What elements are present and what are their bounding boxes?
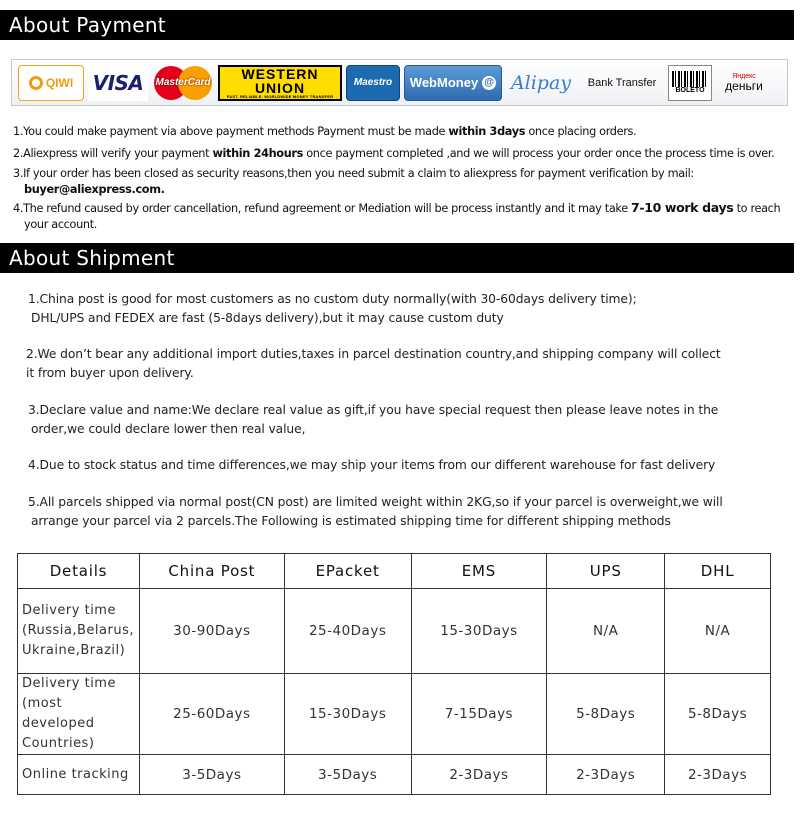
payment-section-header: About Payment (0, 10, 794, 40)
webmoney-logo (404, 65, 502, 101)
payment-methods-logo-strip (11, 59, 788, 106)
table-cell: N/A (665, 589, 771, 674)
table-cell: 30-90Days (139, 589, 284, 674)
mastercard-logo-text: MasterCard (155, 77, 211, 88)
table-row (18, 589, 771, 674)
webmoney-logo-text: WebMoney (409, 75, 479, 90)
verification-time: within 24hours (212, 147, 303, 160)
shipment-note-5-line-2: arrange your parcel via 2 parcels.The Following is estimated shipping time for different shipping methods (31, 514, 671, 528)
table-cell: 25-60Days (139, 674, 284, 755)
yandex-logo-text-2: деньги (725, 79, 763, 93)
shipment-note-3-line-2: order,we could declare lower then real value, (31, 422, 306, 436)
row-label-line: Countries) (22, 736, 95, 751)
shipment-note-3-line-1: 3.Declare value and name:We declare real value as gift,if you have special request then please leave notes in the (28, 403, 719, 417)
shipment-note-2-line-1: 2.We don’t bear any additional import duties,taxes in parcel destination country,and shipping company will collect (26, 347, 721, 361)
row-label-line: Online tracking (22, 766, 129, 782)
payment-note-1-tail: once placing orders. (525, 125, 637, 138)
boleto-logo (668, 65, 712, 101)
row-label (18, 674, 140, 755)
western-union-tagline: FAST. RELIABLE. WORLDWIDE MONEY TRANSFER (226, 93, 334, 99)
column-header: EPacket (284, 554, 411, 589)
table-cell: 3-5Days (284, 755, 411, 795)
table-cell: 2-3Days (665, 755, 771, 795)
payment-note-4-end: your account. (24, 218, 98, 231)
row-label-line: (Russia,Belarus, (22, 623, 134, 638)
row-label (18, 589, 140, 674)
shipment-note-2-line-2: it from buyer upon delivery. (26, 366, 194, 380)
row-label-line: Delivery time (22, 603, 116, 618)
row-label-line: (most developed (22, 696, 95, 731)
table-row (18, 755, 771, 795)
row-label (18, 755, 140, 795)
shipment-note-5-line-1: 5.All parcels shipped via normal post(CN post) are limited weight within 2KG,so if your parcel is overweight,we will (28, 495, 723, 509)
boleto-logo-text: BOLETO (675, 87, 705, 94)
payment-note-4-tail: to reach (733, 202, 781, 215)
shipping-time-table (17, 553, 771, 795)
payment-note-2-text: 2.Aliexpress will verify your payment (13, 147, 213, 160)
shipment-note-3 (28, 401, 718, 439)
table-cell: 15-30Days (284, 674, 411, 755)
column-header: China Post (139, 554, 284, 589)
shipment-note-4-line-1: 4.Due to stock status and time differences,we may ship your items from our different warehouse for fast delivery (28, 458, 716, 472)
shipment-note-2 (26, 345, 721, 383)
table-cell: 2-3Days (411, 755, 547, 795)
shipment-note-1-line-2: DHL/UPS and FEDEX are fast (5-8days delivery),but it may cause custom duty (31, 311, 504, 325)
row-label-line: Ukraine,Brazil) (22, 643, 126, 658)
shipment-section-header: About Shipment (0, 243, 794, 273)
table-header-row (18, 554, 771, 589)
shipment-note-5 (28, 493, 723, 531)
payment-note-2 (13, 146, 774, 162)
payment-deadline: within 3days (448, 125, 526, 138)
table-cell: 7-15Days (411, 674, 547, 755)
table-cell: 3-5Days (139, 755, 284, 795)
bank-transfer-logo: Bank Transfer (587, 76, 657, 89)
shipment-note-1-line-1: 1.China post is good for most customers as no custom duty normally(with 30-60days delivery time); (28, 292, 637, 306)
refund-time: 7-10 work days (631, 200, 734, 215)
payment-note-4 (13, 200, 780, 233)
row-label-line: Delivery time (22, 676, 116, 691)
globe-icon: @ (482, 76, 496, 90)
qiwi-logo-text: QIWI (45, 75, 74, 90)
column-header: Details (18, 554, 140, 589)
column-header: DHL (665, 554, 771, 589)
table-cell: N/A (547, 589, 665, 674)
table-cell: 25-40Days (284, 589, 411, 674)
table-cell: 2-3Days (547, 755, 665, 795)
western-union-text-2: UNION (254, 79, 306, 96)
shipment-note-1 (28, 290, 637, 328)
yandex-money-logo (716, 65, 772, 101)
payment-note-3-text: 3.If your order has been closed as security reasons,then you need submit a claim to aliexpress for payment verification by mail: (13, 167, 694, 180)
payment-note-1-text: 1.You could make payment via above payment methods Payment must be made (13, 125, 449, 138)
western-union-logo (218, 65, 342, 101)
shipment-note-4 (28, 456, 715, 475)
payment-note-1 (13, 124, 636, 140)
barcode-icon (672, 71, 708, 87)
qiwi-logo (18, 65, 84, 101)
mastercard-logo (152, 65, 214, 101)
table-cell: 5-8Days (547, 674, 665, 755)
alipay-logo: Alipay (510, 71, 572, 94)
table-cell: 5-8Days (665, 674, 771, 755)
column-header: EMS (411, 554, 547, 589)
visa-logo: VISA (88, 65, 148, 101)
payment-note-3 (13, 166, 694, 198)
qiwi-ring-icon (29, 76, 43, 90)
table-cell: 15-30Days (411, 589, 547, 674)
column-header: UPS (547, 554, 665, 589)
payment-note-2-tail: once payment completed ,and we will process your order once the process time is over. (303, 147, 775, 160)
payment-note-4-text: 4.The refund caused by order cancellation, refund agreement or Mediation will be process instantly and it may take (13, 202, 632, 215)
western-union-text-1: WESTERN (241, 65, 319, 82)
maestro-logo: Maestro (346, 65, 400, 101)
table-row (18, 674, 771, 755)
verification-email: buyer@aliexpress.com. (24, 183, 165, 196)
yandex-logo-text-1: Яндекс (732, 73, 756, 80)
